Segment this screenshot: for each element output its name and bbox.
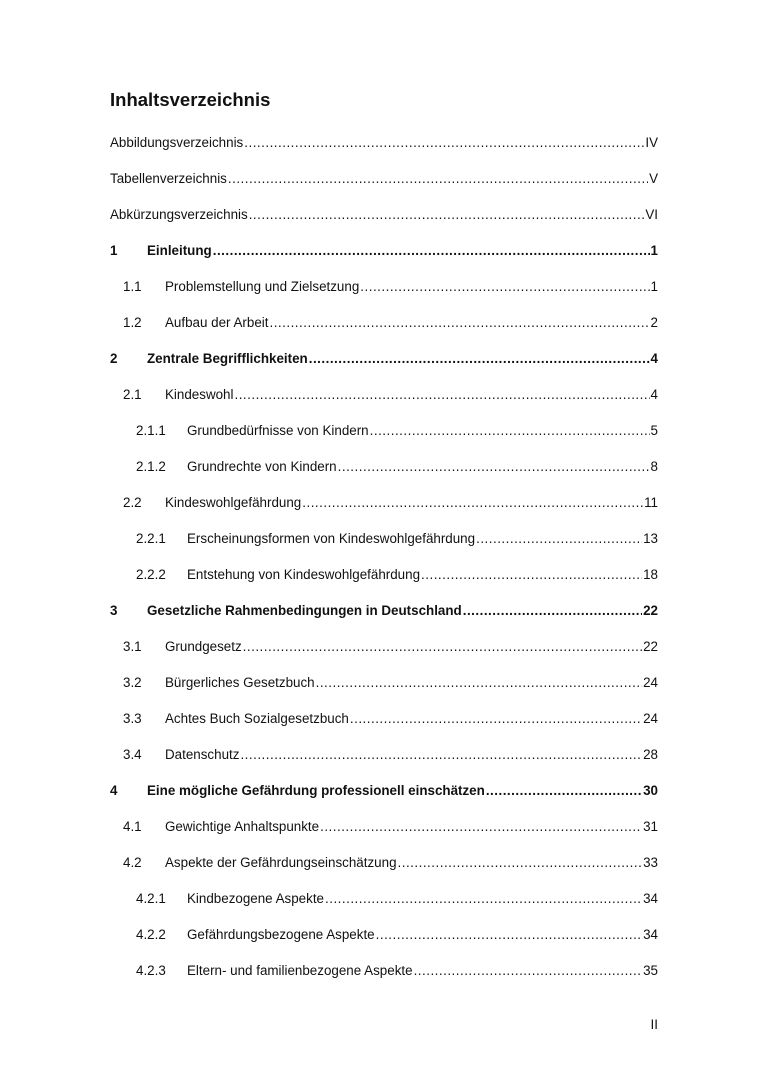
toc-entry-title: Grundgesetz (165, 639, 242, 654)
toc-entry-title: Abkürzungsverzeichnis (110, 207, 248, 222)
toc-entry-section[interactable] (123, 709, 658, 729)
toc-entry-subsection[interactable] (136, 925, 658, 945)
toc-entry-title: Einleitung (147, 243, 212, 258)
toc-entry-number: 2.2.1 (136, 531, 166, 546)
toc-entry-title: Grundrechte von Kindern (187, 459, 337, 474)
toc-entry-page: 24 (643, 675, 658, 690)
toc-entry-section[interactable] (123, 817, 658, 837)
toc-entry-subsection[interactable] (136, 889, 658, 909)
toc-entry-number: 1 (110, 243, 118, 258)
dot-leader (325, 889, 642, 909)
toc-entry-number: 4.2 (123, 855, 142, 870)
toc-entry-section[interactable] (123, 673, 658, 693)
toc-entry-subsection[interactable] (136, 565, 658, 585)
toc-entry-page: VI (645, 207, 658, 222)
toc-entry-page: 34 (643, 927, 658, 942)
toc-entry-number: 2 (110, 351, 118, 366)
toc-entry-chapter[interactable] (110, 349, 658, 369)
dot-leader (309, 349, 650, 369)
toc-entry-page: 35 (643, 963, 658, 978)
dot-leader (376, 925, 642, 945)
toc-entry-section[interactable] (123, 313, 658, 333)
toc-entry-page: 24 (643, 711, 658, 726)
toc-entry-subsection[interactable] (136, 529, 658, 549)
dot-leader (338, 457, 650, 477)
toc-entry-chapter[interactable] (110, 601, 658, 621)
toc-entry-subsection[interactable] (136, 421, 658, 441)
dot-leader (234, 385, 649, 405)
toc-entry-page: IV (645, 135, 658, 150)
toc-entry-page: 4 (650, 387, 658, 402)
toc-entry-title: Gesetzliche Rahmenbedingungen in Deutschland (147, 603, 462, 618)
toc-entry-number: 3.3 (123, 711, 142, 726)
toc-entry-page: 5 (650, 423, 658, 438)
dot-leader (370, 421, 650, 441)
toc-entry-title: Achtes Buch Sozialgesetzbuch (165, 711, 349, 726)
toc-entry-page: 1 (650, 243, 658, 258)
toc-entry-number: 3.4 (123, 747, 142, 762)
dot-leader (463, 601, 642, 621)
page-title: Inhaltsverzeichnis (110, 89, 271, 110)
toc-entry-section[interactable] (123, 277, 658, 297)
dot-leader (249, 205, 645, 225)
toc-entry-title: Aufbau der Arbeit (165, 315, 269, 330)
toc-entry-number: 4.2.2 (136, 927, 166, 942)
toc-entry-title: Entstehung von Kindeswohlgefährdung (187, 567, 421, 582)
toc-entry-page: 22 (643, 603, 658, 618)
toc-entry-page: 2 (650, 315, 658, 330)
toc-entry-number: 1.2 (123, 315, 142, 330)
toc-entry-number: 4 (110, 783, 118, 798)
toc-entry-page: 11 (644, 495, 658, 510)
toc-entry-front[interactable] (110, 169, 658, 189)
toc-entry-number: 4.2.1 (136, 891, 166, 906)
toc-entry-number: 2.1.2 (136, 459, 166, 474)
toc-entry-title: Zentrale Begrifflichkeiten (147, 351, 308, 366)
toc-entry-number: 2.1.1 (136, 423, 166, 438)
toc-entry-number: 3 (110, 603, 118, 618)
toc-entry-page: 22 (643, 639, 658, 654)
page-number: II (650, 1017, 658, 1032)
toc-entry-section[interactable] (123, 493, 658, 513)
toc-entry-title: Problemstellung und Zielsetzung (165, 279, 360, 294)
toc-entry-number: 2.1 (123, 387, 142, 402)
toc-entry-page: 28 (643, 747, 658, 762)
toc-entry-title: Grundbedürfnisse von Kindern (187, 423, 369, 438)
dot-leader (360, 277, 649, 297)
toc-entry-section[interactable] (123, 637, 658, 657)
dot-leader (414, 961, 643, 981)
toc-entry-title: Eltern- und familienbezogene Aspekte (187, 963, 413, 978)
toc-entry-front[interactable] (110, 205, 658, 225)
toc-entry-title: Gefährdungsbezogene Aspekte (187, 927, 375, 942)
toc-entry-page: 30 (643, 783, 658, 798)
dot-leader (243, 637, 642, 657)
toc-entry-page: 18 (643, 567, 658, 582)
toc-entry-title: Aspekte der Gefährdungseinschätzung (165, 855, 397, 870)
toc-entry-title: Tabellenverzeichnis (110, 171, 227, 186)
dot-leader (228, 169, 648, 189)
toc-entry-title: Abbildungsverzeichnis (110, 135, 244, 150)
toc-entry-title: Erscheinungsformen von Kindeswohlgefährdung (187, 531, 476, 546)
toc-entry-page: 31 (643, 819, 658, 834)
toc-entry-number: 3.2 (123, 675, 142, 690)
dot-leader (320, 817, 642, 837)
dot-leader (240, 745, 642, 765)
dot-leader (476, 529, 642, 549)
toc-entry-page: 1 (650, 279, 658, 294)
toc-entry-page: 13 (643, 531, 658, 546)
toc-entry-number: 1.1 (123, 279, 142, 294)
dot-leader (213, 241, 650, 261)
toc-entry-number: 2.2 (123, 495, 142, 510)
toc-entry-title: Kindeswohlgefährdung (165, 495, 302, 510)
dot-leader (486, 781, 642, 801)
toc-entry-page: V (649, 171, 658, 186)
toc-entry-title: Datenschutz (165, 747, 240, 762)
toc-entry-chapter[interactable] (110, 781, 658, 801)
toc-entry-front[interactable] (110, 133, 658, 153)
dot-leader (269, 313, 649, 333)
dot-leader (421, 565, 642, 585)
toc-entry-title: Bürgerliches Gesetzbuch (165, 675, 315, 690)
dot-leader (244, 133, 644, 153)
toc-entry-subsection[interactable] (136, 961, 658, 981)
toc-entry-chapter[interactable] (110, 241, 658, 261)
toc-entry-number: 4.1 (123, 819, 142, 834)
toc-entry-number: 2.2.2 (136, 567, 166, 582)
toc-entry-title: Kindeswohl (165, 387, 234, 402)
toc-entry-title: Kindbezogene Aspekte (187, 891, 324, 906)
toc-entry-section[interactable] (123, 853, 658, 873)
dot-leader (316, 673, 642, 693)
dot-leader (302, 493, 643, 513)
toc-entry-subsection[interactable] (136, 457, 658, 477)
toc-entry-page: 34 (643, 891, 658, 906)
toc-entry-page: 33 (643, 855, 658, 870)
toc-entry-section[interactable] (123, 385, 658, 405)
toc-entry-page: 8 (650, 459, 658, 474)
toc-entry-number: 3.1 (123, 639, 142, 654)
dot-leader (350, 709, 642, 729)
toc-entry-number: 4.2.3 (136, 963, 166, 978)
toc-entry-title: Gewichtige Anhaltspunkte (165, 819, 320, 834)
dot-leader (398, 853, 643, 873)
toc-entry-title: Eine mögliche Gefährdung professionell einschätzen (147, 783, 485, 798)
toc-entry-page: 4 (650, 351, 658, 366)
toc-entry-section[interactable] (123, 745, 658, 765)
